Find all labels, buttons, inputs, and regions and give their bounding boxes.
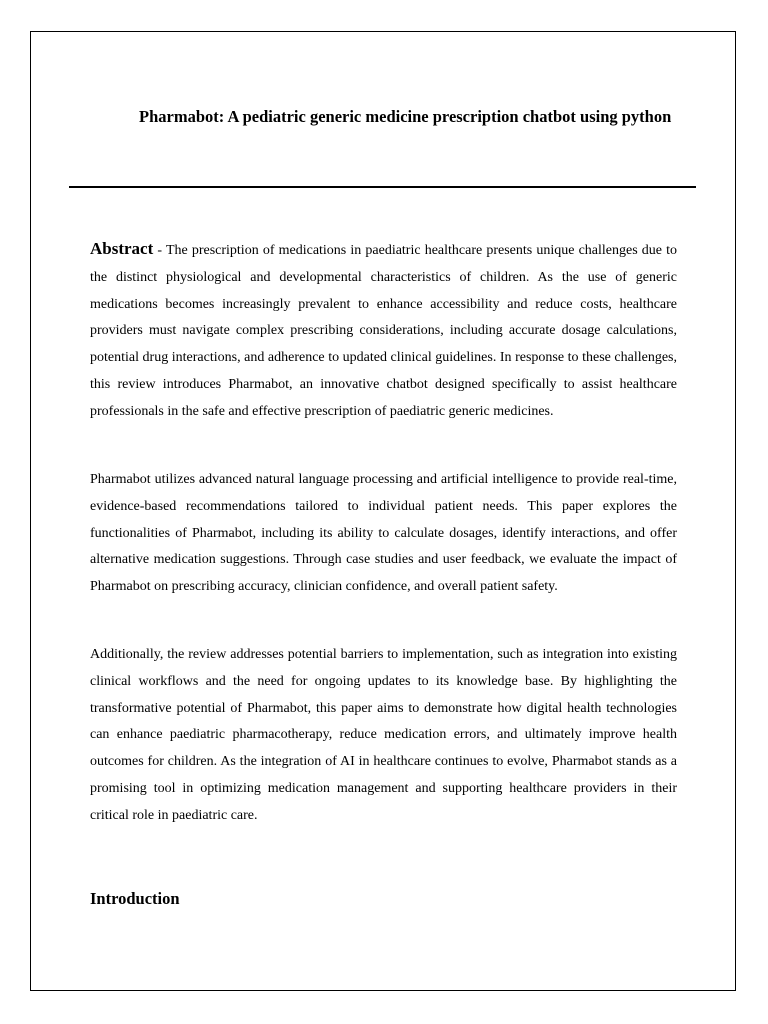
title-divider <box>69 186 696 188</box>
abstract-paragraph-2: Pharmabot utilizes advanced natural language processing and artificial intelligence to provide real-time, evidence-based recommendations tailored to individual patient needs. This paper explores the functionalities of Pharmabot, including its ability to calculate dosages, identify interactions, and offer alternative medication suggestions. Through case studies and user feedback, we evaluate the impact of Pharmabot on prescribing accuracy, clinician confidence, and overall patient safety. <box>90 472 677 595</box>
abstract-paragraph-1-text: The prescription of medications in paediatric healthcare presents unique challenges due to the distinct physiological and developmental characteristics of children. As the use of generic medications becomes increasingly prevalent to enhance accessibility and reduce costs, healthcare providers must navigate complex prescribing considerations, including accurate dosage calculations, potential drug interactions, and adherence to updated clinical guidelines. In response to these challenges, this review introduces Pharmabot, an innovative chatbot designed specifically to assist healthcare professionals in the safe and effective prescription of paediatric generic medicines. <box>90 243 677 419</box>
abstract-paragraph-1 <box>90 236 677 426</box>
abstract-paragraph-3: Additionally, the review addresses potential barriers to implementation, such as integration into existing clinical workflows and the need for ongoing updates to its knowledge base. By highlighting the transformative potential of Pharmabot, this paper aims to demonstrate how digital health technologies can enhance paediatric pharmacotherapy, reduce medication errors, and ultimately improve health outcomes for children. As the integration of AI in healthcare continues to evolve, Pharmabot stands as a promising tool in optimizing medication management and supporting healthcare providers in their critical role in paediatric care. <box>90 647 677 823</box>
section-heading-introduction: Introduction <box>90 889 180 908</box>
paper-title: Pharmabot: A pediatric generic medicine prescription chatbot using python <box>139 107 672 126</box>
abstract-separator: - <box>153 243 166 258</box>
abstract-label: Abstract <box>90 239 154 258</box>
